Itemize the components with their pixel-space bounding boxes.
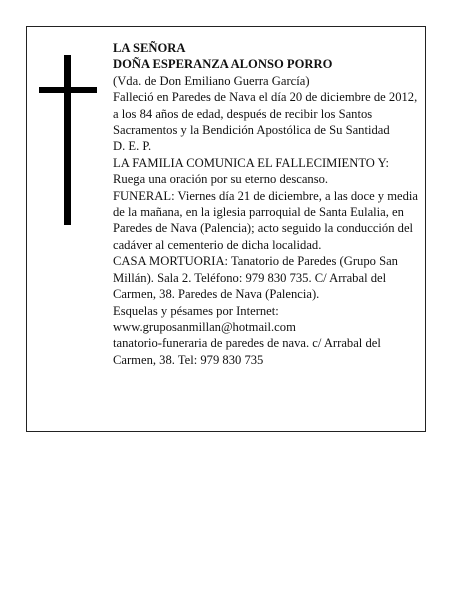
death-details: Falleció en Paredes de Nava el día 20 de diciembre de 2012, a los 84 años de edad, después de recibir los Santos Sacramentos y la Bendición Apostólica de Su Santidad — [113, 90, 418, 138]
obituary-notice — [26, 26, 426, 432]
funeral-details: FUNERAL: Viernes día 21 de diciembre, a las doce y media de la mañana, en la iglesia parroquial de Santa Eulalia, en Paredes de Nava (Palencia); acto seguido la conducción del cadáver al cementerio de dicha localidad. — [113, 188, 419, 252]
title-line: LA SEÑORA — [113, 41, 186, 55]
funeral-home: CASA MORTUORIA: Tanatorio de Paredes (Grupo San Millán). Sala 2. Teléfono: 979 830 735. C/ Arrabal del Carmen, 38. Paredes de Nava (Palencia). — [113, 254, 398, 302]
dep-text: D. E. P. — [113, 139, 152, 154]
cross-vertical-bar — [64, 55, 71, 225]
cross-horizontal-bar — [39, 87, 97, 93]
family-notice: LA FAMILIA COMUNICA EL FALLECIMIENTO Y: Ruega una oración por su eterno descanso. — [113, 155, 390, 187]
obituary-text — [113, 40, 419, 368]
internet-label: Esquelas y pésames por Internet: — [113, 303, 279, 318]
deceased-name: DOÑA ESPERANZA ALONSO PORRO — [113, 57, 333, 72]
closing-line: tanatorio-funeraria de paredes de nava. c/ Arrabal del Carmen, 38. Tel: 979 830 735 — [113, 336, 381, 367]
email-address: www.gruposanmillan@hotmail.com — [113, 319, 296, 334]
widow-of: (Vda. de Don Emiliano Guerra García) — [113, 73, 310, 88]
cross-icon — [39, 55, 97, 225]
